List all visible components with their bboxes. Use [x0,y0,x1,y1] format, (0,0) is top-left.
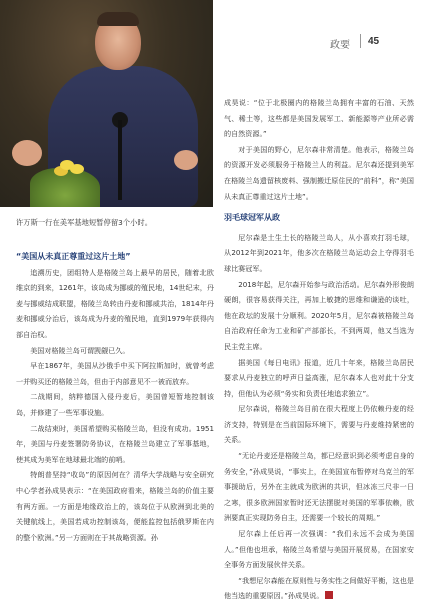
section-label: 政要 [330,40,350,51]
speaker-right-hand [174,150,198,170]
right-column-heading: 羽毛球冠军从政 [224,213,280,223]
end-mark-icon [325,591,333,599]
paragraph: 成昊说：“位于北极圈内的格陵兰岛拥有丰富的石油、天然气、稀土等，这些都是美国发展军工、新能源等产业所必需的自然资源。” [224,98,414,139]
speaker-left-hand [12,140,42,166]
paragraph: 尼尔森上任后再一次强调：“我们永远不会成为美国人。”但他也坦承，格陵兰岛希望与美国开展贸易，在国家安全事务方面发展伙伴关系。 [224,529,414,570]
paragraph: 据美国《每日电讯》报道，近几十年来，格陵兰岛居民要求从丹麦独立的呼声日益高涨，尼尔森本人也对此十分支持，但他认为必须“务实和负责任地追求独立”。 [224,357,414,398]
microphone-stand [118,120,122,200]
paragraph: 尼尔森说，格陵兰岛目前在很大程度上仍依赖丹麦的经济支持，特别是在当前国际环境下，需要与丹麦维持紧密的关系。 [224,404,414,445]
paragraph: 早在1867年，美国从沙俄手中买下阿拉斯加时，就曾考虑一并购买还的格陵兰岛，但由于内部意见不一被而放弃。 [16,361,214,386]
right-column [224,95,414,604]
header-divider [360,34,361,48]
paragraph: 特朗普坚持“收岛”的原因何在？清华大学战略与安全研究中心学者孙成昊表示：“在美国政府看来，格陵兰岛的价值主要有两方面。一方面是地缘政治上的，该岛位于从欧洲到北美的关键航线上，美国若成功控制该岛，便能监控包括俄罗斯在内的整个欧洲。”另一方面则在于其战略资源。孙 [16,470,214,542]
paragraph: “无论丹麦还是格陵兰岛，都已经意识到必须考虑自身的务安全，”孙成昊说，“事实上，在美国宣布暂停对乌克兰的军事援助后，另外在主就成为欧洲的共识，但冰冻三尺非一日之寒，很多欧洲国家暂时还无法摆脱对美国的军事依赖，欧洲要真正实现防务自主，还需要一个较长的周期。” [224,451,414,523]
paragraph: 对于美国的野心，尼尔森非常清楚。他表示，格陵兰岛的资源开发必须服务于格陵兰人的利益。尼尔森还提到美军在格陵兰岛遗留核废料、强制搬迁原住民的“前科”，称“美国从未真正尊重过这片土地”。 [224,144,414,201]
paragraph: 二战结束时，美国希望购买格陵兰岛，但没有成功。1951年，美国与丹麦签署防务协议，在格陵兰岛建立了军事基地，使其成为美军在地球最北端的前哨。 [16,423,214,464]
left-column [16,246,214,545]
speaker-photo [0,0,213,207]
paragraph: 2018年起，尼尔森开始参与政治活动。尼尔森外形俊朗硬朗，很容易获得关注，再加上敏捷的思维和谦逊的谈吐，他在政坛的发展十分顺利。2020年5月，尼尔森被格陵兰岛自治政府任命为工业和矿产部部长，不到两周，他又当选为民主党主席。 [224,279,414,351]
photo-caption: 许万斯一行在美军基地短暂停留3个小时。 [16,218,152,227]
paragraph: 尼尔森是土生土长的格陵兰岛人，从小喜欢打羽毛球，从2012年到2021年，他多次在格陵兰岛运动会上夺得羽毛球比赛冠军。 [224,232,414,273]
final-paragraph [224,573,414,604]
paragraph: 美国对格陵兰岛可谓觊觎已久。 [30,345,130,355]
paragraph: 二战期间，纳粹德国入侵丹麦后，美国曾短暂地控制该岛，并修建了一些军事设施。 [16,392,214,417]
plant-decoration [30,168,100,207]
page-number: 45 [368,36,380,47]
left-column-heading: “美国从未真正尊重过这片土地” [16,252,131,261]
speaker-hair [97,12,139,26]
flower-decoration [60,160,74,170]
final-paragraph-text: “我想尼尔森能在原则性与务实性之间做好平衡，这也是他当选的重要原因。”孙成昊说。 [224,575,414,601]
paragraph: 追溯历史，团组特人是格陵兰岛上最早的居民，随着北欧维京的到来，1261年，该岛成为挪威的殖民地，14世纪末，丹麦与挪威结成联盟，格陵兰岛转由丹麦和挪威共治，1814年丹麦和挪威分治后，该岛成为丹麦的殖民地，直到1979年获得内部自治权。 [16,267,214,339]
